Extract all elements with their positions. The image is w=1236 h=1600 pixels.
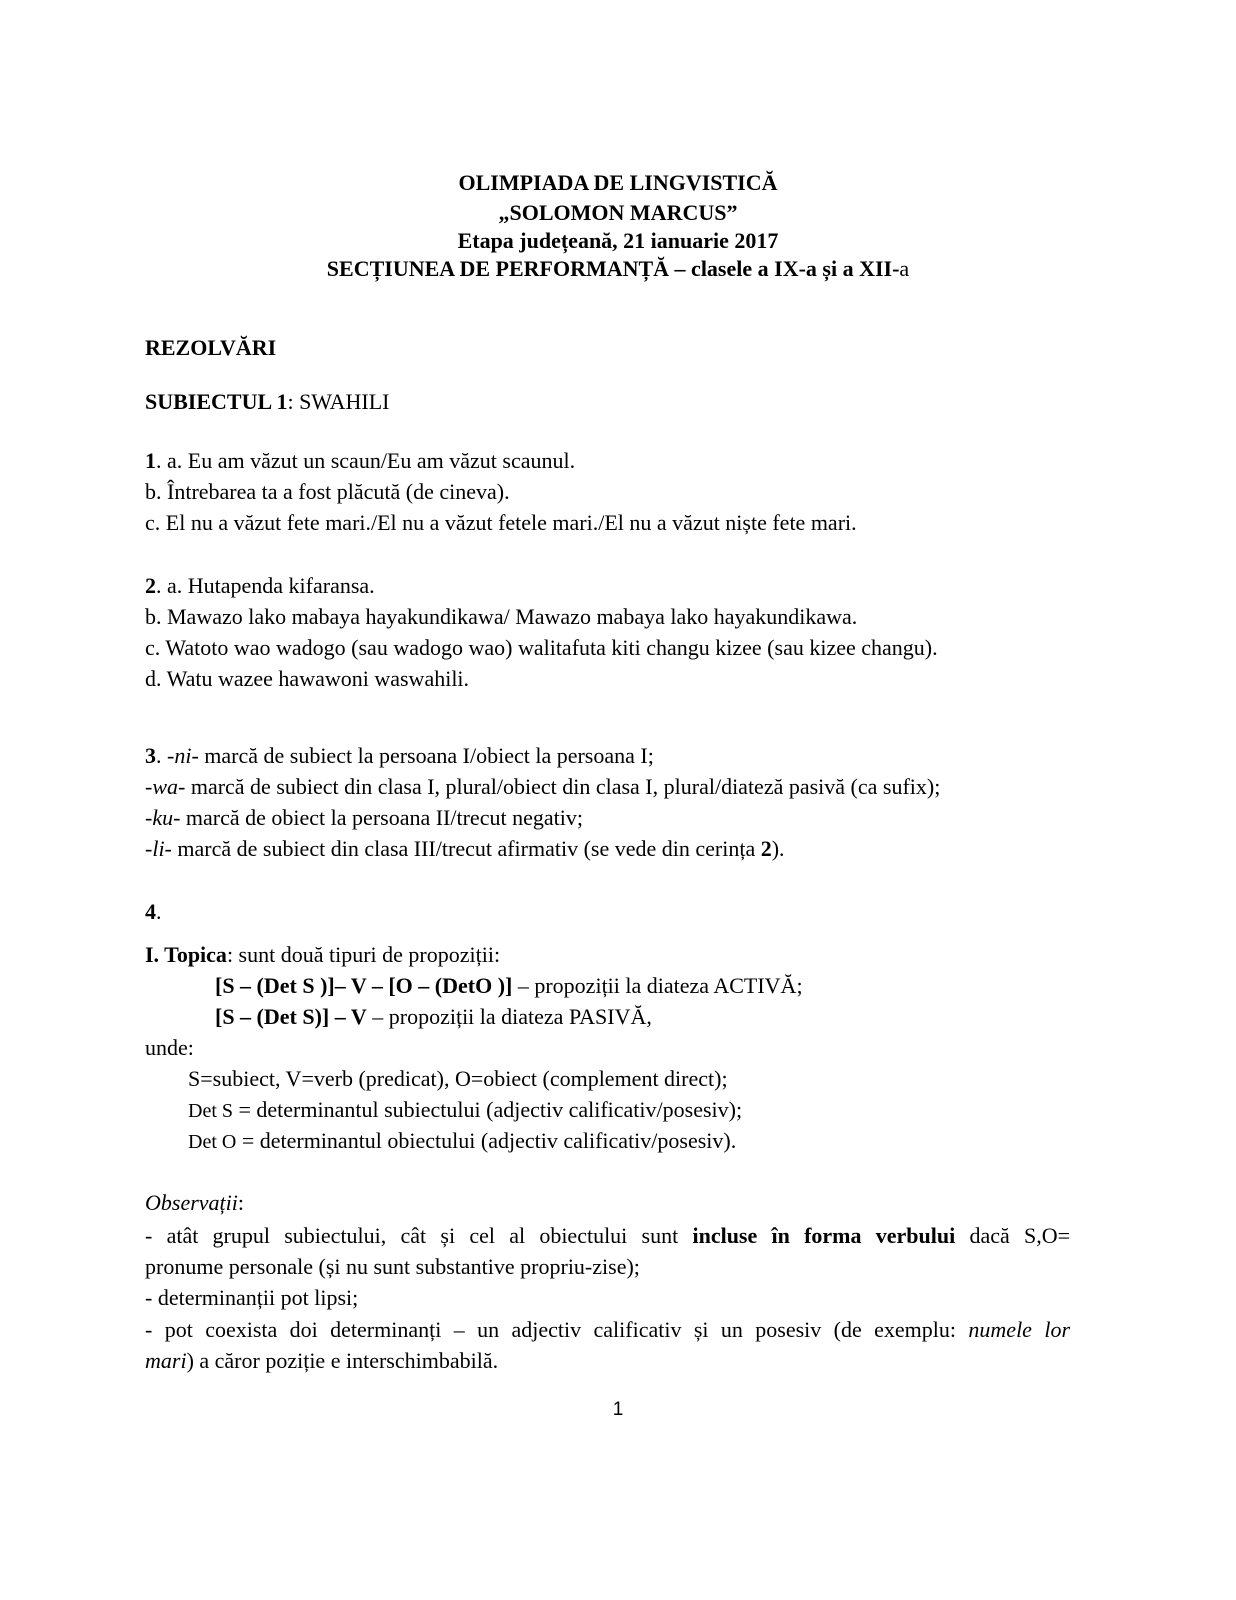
header-date: Etapa județeană, 21 ianuarie 2017: [457, 228, 779, 253]
q4-observations-heading: [145, 1188, 244, 1218]
q4-definition-3: [188, 1126, 736, 1157]
q3-line1: [145, 741, 654, 771]
q4-observation-1-cont: pronume personale (și nu sunt substantive propriu-zise);: [145, 1254, 640, 1279]
header-section-bold: SECȚIUNEA DE PERFORMANȚĂ – clasele a IX-a și a XII-: [326, 256, 900, 281]
q4-formula-active-expr: [S – (Det S )]– V – [O – (DetO )]: [215, 973, 513, 998]
q4-observation-2: - determinanții pot lipsi;: [145, 1285, 359, 1310]
q3-line1-text: marcă de subiect la persoana I/obiect la persoana I;: [198, 743, 654, 768]
q4-observations-label: Observații: [145, 1190, 238, 1215]
q4-formula-active-text: – propoziții la diateza ACTIVĂ;: [512, 973, 803, 998]
q3-line4-ref: 2: [760, 836, 772, 861]
q3-line2: [145, 772, 940, 802]
q3-number: 3: [145, 743, 156, 768]
q2-number: 2: [145, 573, 156, 598]
q3-dot: .: [156, 743, 167, 768]
q3-line4-text-a: marcă de subiect din clasa III/trecut afirmativ (se vede din cerința: [171, 836, 761, 861]
q1-number: 1: [145, 448, 156, 473]
subject-heading: [145, 387, 390, 417]
q4-formula-active: [215, 971, 803, 1001]
q3-line3-text: marcă de obiect la persoana II/trecut negativ;: [180, 805, 583, 830]
q1-c: c. El nu a văzut fete mari./El nu a văzut fetele mari./El nu a văzut niște fete mari.: [145, 510, 857, 535]
q4-observation-1: [145, 1221, 1070, 1251]
q4-obs1-text-b: dacă S,O=: [969, 1223, 1071, 1248]
q4-number: 4: [145, 899, 156, 924]
q4-topica-label: I. Topica: [145, 942, 227, 967]
q4-obs3-example-cont: mari: [145, 1348, 187, 1373]
q4-definition-2: [188, 1095, 742, 1126]
q4-unde: unde:: [145, 1035, 194, 1060]
q4-dot: .: [156, 899, 162, 924]
q2-c: c. Watoto wao wadogo (sau wadogo wao) walitafuta kiti changu kizee (sau kizee changu).: [145, 635, 938, 660]
subject-label: SUBIECTUL 1: [145, 389, 288, 414]
q1-b: b. Întrebarea ta a fost plăcută (de cineva).: [145, 479, 510, 504]
q4-def2-term: Det S: [188, 1100, 233, 1122]
q4-obs1-text-a: - atât grupul subiectului, cât și cel al obiectului sunt: [145, 1223, 679, 1248]
header-section: [0, 254, 1236, 284]
q4-obs3-text-b: ) a căror poziție e interschimbabilă.: [186, 1348, 499, 1373]
page-number: 1: [612, 1399, 624, 1420]
q3-morpheme-ni: -ni-: [167, 743, 199, 768]
q4-heading: [145, 897, 162, 927]
q3-morpheme-ku: -ku-: [145, 805, 181, 830]
q4-definition-1: S=subiect, V=verb (predicat), O=obiect (complement direct);: [188, 1066, 728, 1091]
q3-line3: [145, 803, 583, 833]
q4-formula-passive-expr: [S – (Det S)] – V: [215, 1004, 367, 1029]
header-title: OLIMPIADA DE LINGVISTICĂ: [458, 170, 778, 195]
q4-observation-3: [145, 1315, 1070, 1345]
q3-morpheme-wa: -wa-: [145, 774, 186, 799]
q4-obs1-bold: incluse în forma verbului: [692, 1223, 956, 1248]
header-subtitle: „SOLOMON MARCUS”: [498, 200, 738, 225]
q1-a: [145, 446, 575, 476]
q2-d: d. Watu wazee hawawoni waswahili.: [145, 666, 470, 691]
q4-obs3-text-a: - pot coexista doi determinanți – un adjectiv calificativ și un posesiv (de exemplu:: [145, 1317, 957, 1342]
q4-topica-text: : sunt două tipuri de propoziții:: [226, 942, 501, 967]
q2-b: b. Mawazo lako mabaya hayakundikawa/ Mawazo mabaya lako hayakundikawa.: [145, 604, 858, 629]
q4-observations-colon: :: [237, 1190, 245, 1215]
q4-obs3-example: numele lor: [968, 1317, 1071, 1342]
q2-a: [145, 571, 375, 601]
subject-name: : SWAHILI: [287, 389, 390, 414]
q2-a-text: . a. Hutapenda kifaransa.: [156, 573, 375, 598]
q1-a-text: . a. Eu am văzut un scaun/Eu am văzut scaunul.: [156, 448, 576, 473]
q3-line4: [145, 834, 785, 864]
q4-def3-term: Det O: [188, 1131, 237, 1153]
q4-def3-text: = determinantul obiectului (adjectiv calificativ/posesiv).: [236, 1128, 737, 1153]
header-section-suffix: a: [899, 256, 910, 281]
q3-morpheme-li: -li-: [145, 836, 172, 861]
q4-topica: [145, 940, 500, 970]
section-title: REZOLVĂRI: [145, 335, 277, 360]
q3-line4-text-b: ).: [771, 836, 785, 861]
q4-formula-passive-text: – propoziții la diateza PASIVĂ,: [366, 1004, 652, 1029]
q3-line2-text: marcă de subiect din clasa I, plural/obiect din clasa I, plural/diateză pasivă (ca sufix);: [185, 774, 941, 799]
q4-def2-text: = determinantul subiectului (adjectiv calificativ/posesiv);: [233, 1097, 743, 1122]
q4-observation-3-cont: [145, 1346, 498, 1376]
q4-formula-passive: [215, 1002, 652, 1032]
